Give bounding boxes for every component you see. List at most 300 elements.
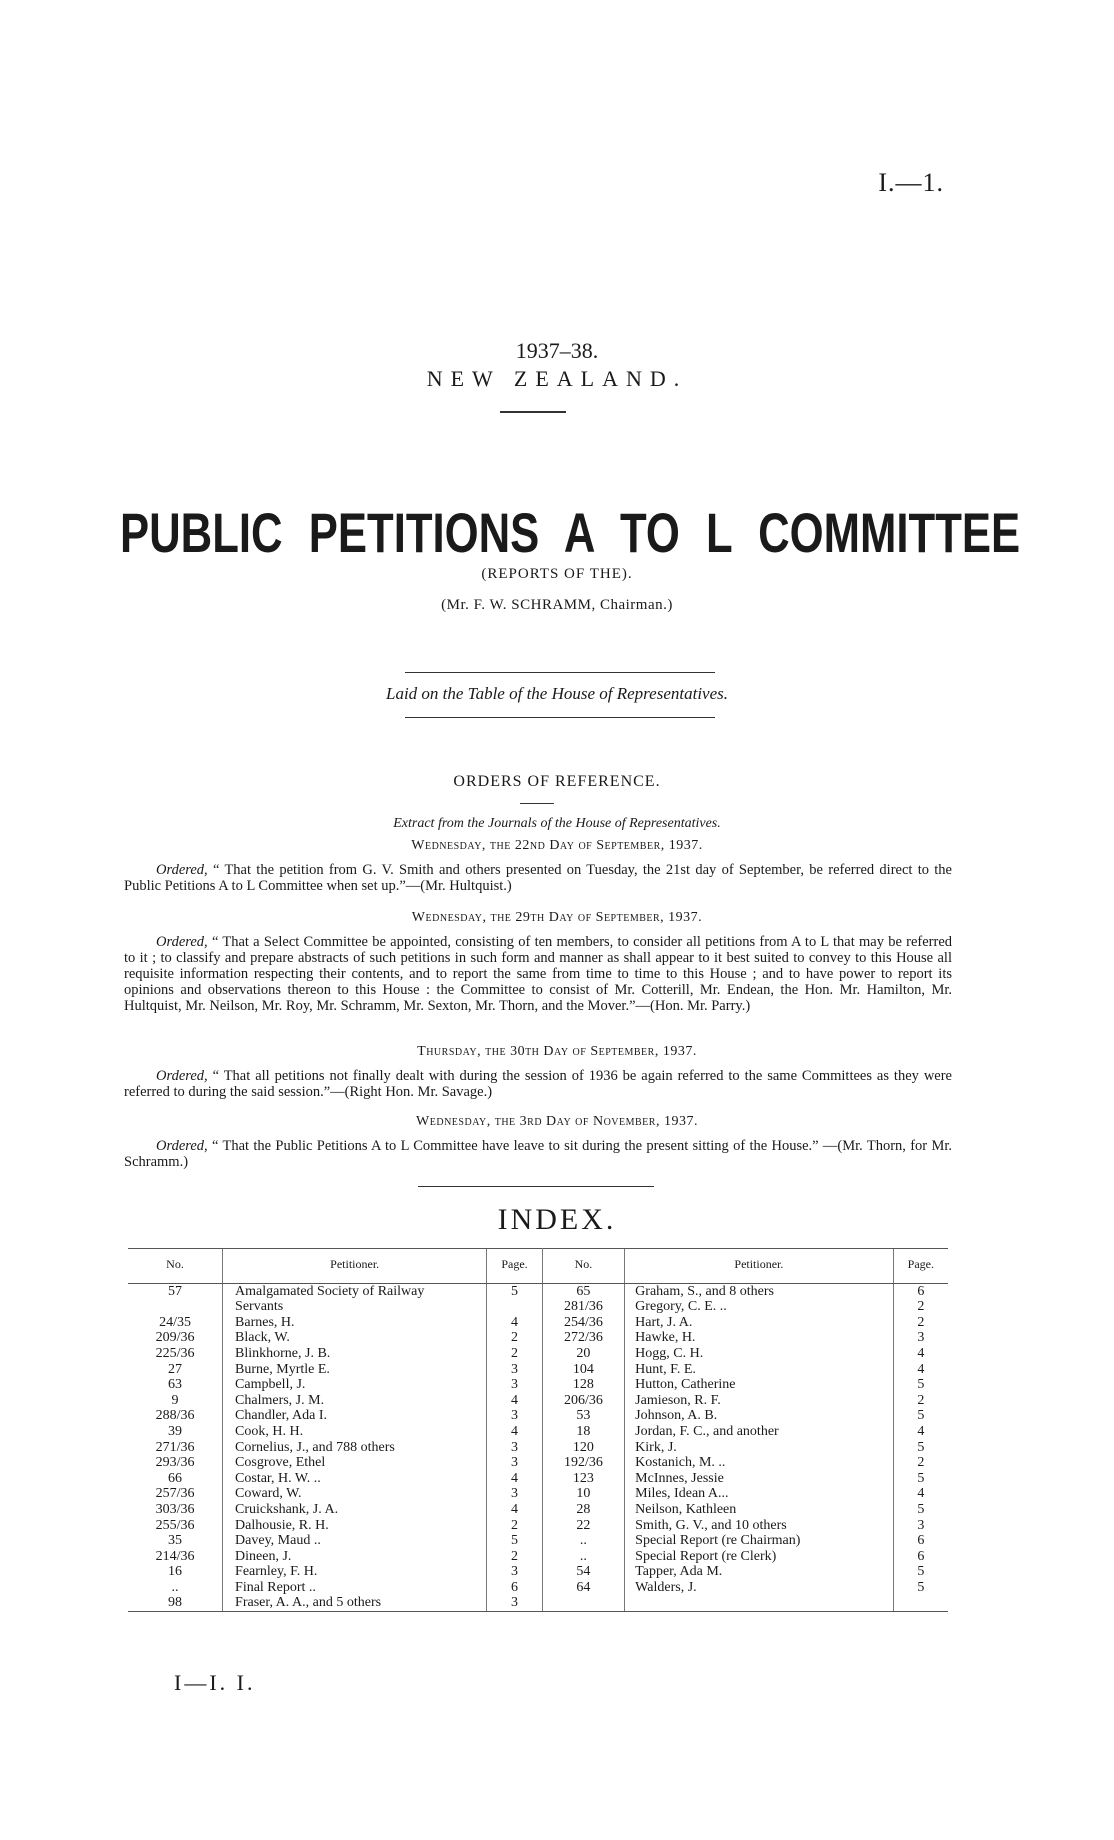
petitioner-cell [223, 1502, 487, 1518]
page-cell [487, 1330, 542, 1346]
page-cell-text: 5 [917, 1564, 925, 1580]
petitioner-cell [223, 1315, 487, 1331]
petitioner-cell [625, 1362, 893, 1378]
number-cell-text: 293/36 [155, 1455, 195, 1471]
page-cell [893, 1393, 948, 1409]
page-cell [487, 1408, 542, 1424]
page-cell-text: 4 [917, 1361, 925, 1377]
page-cell [487, 1502, 542, 1518]
index-table [128, 1248, 948, 1612]
petitioner-cell-text: Fearnley, F. H. [235, 1564, 318, 1580]
column-header: Page. [893, 1249, 948, 1284]
page-cell [487, 1315, 542, 1331]
number-cell [542, 1471, 625, 1487]
page-cell [487, 1283, 542, 1299]
divider [520, 803, 554, 804]
page-cell [893, 1502, 948, 1518]
column-header: Page. [487, 1249, 542, 1284]
index-body [128, 1283, 948, 1611]
page-cell [893, 1595, 948, 1611]
page-cell-text: 3 [510, 1439, 518, 1455]
index-header-row [128, 1249, 948, 1284]
page-cell-text: 5 [510, 1283, 518, 1299]
petitioner-cell [625, 1315, 893, 1331]
petitioner-cell-text: Johnson, A. B. [635, 1408, 718, 1424]
index-row [128, 1393, 948, 1409]
number-cell-text: 225/36 [155, 1345, 195, 1361]
page-cell [893, 1283, 948, 1299]
petitioner-cell-text: Black, W. [235, 1330, 290, 1346]
petitioner-cell [625, 1424, 893, 1440]
number-cell [128, 1502, 223, 1518]
page-cell-text: 4 [917, 1345, 925, 1361]
number-cell [542, 1549, 625, 1565]
petitioner-cell-text: Burne, Myrtle E. [235, 1361, 330, 1377]
number-cell [128, 1377, 223, 1393]
petitioner-cell-text: Fraser, A. A., and 5 others [235, 1595, 382, 1611]
number-cell-text: 27 [168, 1361, 183, 1377]
number-cell [128, 1315, 223, 1331]
petitioner-cell-text: Dineen, J. [235, 1548, 292, 1564]
petitioner-cell-text: Coward, W. [235, 1486, 302, 1502]
page-cell-text: 5 [917, 1579, 925, 1595]
number-cell [542, 1424, 625, 1440]
page-cell [893, 1471, 948, 1487]
number-cell-text: 257/36 [155, 1486, 195, 1502]
number-cell [542, 1283, 625, 1299]
divider [418, 1186, 654, 1187]
petitioner-cell [625, 1377, 893, 1393]
petitioner-cell [223, 1346, 487, 1362]
divider [500, 411, 566, 413]
index-row [128, 1283, 948, 1299]
petitioner-cell-text: Jordan, F. C., and another [635, 1423, 779, 1439]
column-header: Petitioner. [625, 1249, 893, 1284]
petitioner-cell [223, 1580, 487, 1596]
divider [405, 672, 715, 673]
petitioner-cell [223, 1564, 487, 1580]
column-header: No. [128, 1249, 223, 1284]
petitioner-cell-text: Cosgrove, Ethel [235, 1455, 326, 1471]
page-cell-text: 2 [510, 1517, 518, 1533]
number-cell [542, 1330, 625, 1346]
page-cell [893, 1580, 948, 1596]
number-cell [542, 1346, 625, 1362]
number-cell [128, 1440, 223, 1456]
number-cell-text: 303/36 [155, 1501, 195, 1517]
number-cell-text: 120 [572, 1439, 594, 1455]
petitioner-cell-text: Cruickshank, J. A. [235, 1501, 339, 1517]
petitioner-cell-text: Miles, Idean A... [635, 1486, 729, 1502]
index-row [128, 1346, 948, 1362]
index-row [128, 1486, 948, 1502]
number-cell [128, 1283, 223, 1299]
number-cell [542, 1580, 625, 1596]
page-cell [487, 1518, 542, 1534]
number-cell-text: 98 [168, 1595, 183, 1611]
index-row [128, 1518, 948, 1534]
ordered-label: Ordered, [156, 1068, 208, 1084]
page-cell [487, 1471, 542, 1487]
number-cell [542, 1455, 625, 1471]
page-cell [893, 1346, 948, 1362]
page-cell [487, 1362, 542, 1378]
petitioner-cell [223, 1549, 487, 1565]
number-cell-text: 10 [576, 1486, 591, 1502]
page-cell-text: 2 [510, 1345, 518, 1361]
index-row [128, 1471, 948, 1487]
page-cell-text: 5 [917, 1408, 925, 1424]
index-row [128, 1549, 948, 1565]
number-cell [542, 1393, 625, 1409]
number-cell-text: 24/35 [159, 1314, 191, 1330]
petitioner-cell-text: Servants [235, 1299, 284, 1315]
petitioner-cell [625, 1283, 893, 1299]
number-cell-text: 271/36 [155, 1439, 195, 1455]
page-cell [487, 1533, 542, 1549]
number-cell [542, 1595, 625, 1611]
order-date: Wednesday, the 22nd Day of September, 1937. [411, 838, 703, 853]
number-cell [128, 1455, 223, 1471]
page-cell-text: 5 [917, 1470, 925, 1486]
page-cell-text: 4 [917, 1423, 925, 1439]
petitioner-cell [625, 1486, 893, 1502]
page-cell [893, 1440, 948, 1456]
page-cell-text: 5 [917, 1501, 925, 1517]
page-cell [893, 1486, 948, 1502]
petitioner-cell [625, 1299, 893, 1315]
page-cell-text: 3 [510, 1486, 518, 1502]
number-cell [542, 1315, 625, 1331]
index-row [128, 1533, 948, 1549]
number-cell [128, 1346, 223, 1362]
page-cell [893, 1549, 948, 1565]
order-date: Wednesday, the 29th Day of September, 1937. [411, 910, 703, 925]
number-cell-text: 16 [168, 1564, 183, 1580]
page-cell [893, 1299, 948, 1315]
column-header: No. [542, 1249, 625, 1284]
petitioner-cell-text: Smith, G. V., and 10 others [635, 1517, 787, 1533]
petitioner-cell [223, 1518, 487, 1534]
number-cell-text: 22 [576, 1517, 591, 1533]
petitioner-cell-text: Tapper, Ada M. [635, 1564, 723, 1580]
petitioner-cell-text: Campbell, J. [235, 1377, 306, 1393]
petitioner-cell [625, 1580, 893, 1596]
page-cell [893, 1377, 948, 1393]
petitioner-cell-text: McInnes, Jessie [635, 1470, 724, 1486]
number-cell-text: 272/36 [563, 1330, 603, 1346]
number-cell-text: 54 [576, 1564, 591, 1580]
petitioner-cell [625, 1518, 893, 1534]
number-cell [128, 1424, 223, 1440]
petitioner-cell [625, 1471, 893, 1487]
page-cell-text: 6 [510, 1579, 518, 1595]
signature-mark: I—I. I. [174, 1670, 256, 1695]
orders-heading: ORDERS OF REFERENCE. [453, 773, 661, 790]
number-cell [128, 1518, 223, 1534]
page-cell [893, 1330, 948, 1346]
number-cell [128, 1549, 223, 1565]
petitioner-cell [625, 1564, 893, 1580]
page-cell-text: 4 [510, 1501, 518, 1517]
page-cell-text: 4 [917, 1486, 925, 1502]
page-cell-text: 2 [917, 1314, 925, 1330]
page-cell-text: 6 [917, 1283, 925, 1299]
page-cell [893, 1518, 948, 1534]
chairman-line: (Mr. F. W. SCHRAMM, Chairman.) [441, 597, 673, 613]
laid-on-table: Laid on the Table of the House of Representatives. [385, 684, 728, 703]
petitioner-cell-text: Hunt, F. E. [635, 1361, 696, 1377]
page-cell-text: 3 [510, 1455, 518, 1471]
number-cell-text: .. [171, 1579, 179, 1595]
petitioner-cell [625, 1549, 893, 1565]
page-cell [487, 1440, 542, 1456]
page-cell [893, 1455, 948, 1471]
petitioner-cell [223, 1377, 487, 1393]
page-cell-text: 2 [917, 1455, 925, 1471]
index-row [128, 1595, 948, 1611]
order-paragraph [124, 1138, 952, 1170]
number-cell-text: 65 [576, 1283, 591, 1299]
petitioner-cell-text: Barnes, H. [235, 1314, 295, 1330]
number-cell [542, 1486, 625, 1502]
index-row [128, 1440, 948, 1456]
petitioner-cell-text: Chalmers, J. M. [235, 1392, 325, 1408]
petitioner-cell [223, 1455, 487, 1471]
number-cell-text: 123 [572, 1470, 594, 1486]
order-text: “ That the petition from G. V. Smith and others presented on Tuesday, the 21st day of September, be referred direct to the Public Petitions A to L Committee when set up.”—(Mr. Hultquist.) [124, 862, 952, 894]
petitioner-cell-text: Gregory, C. E. .. [635, 1299, 727, 1315]
number-cell-text: 104 [572, 1361, 594, 1377]
petitioner-cell-text: Walders, J. [635, 1579, 697, 1595]
petitioner-cell [223, 1471, 487, 1487]
page-cell [487, 1549, 542, 1565]
page-cell [487, 1595, 542, 1611]
order-paragraph [124, 934, 952, 1014]
divider [405, 717, 715, 718]
petitioner-cell [223, 1408, 487, 1424]
page-cell [487, 1299, 542, 1315]
petitioner-cell-text: Hutton, Catherine [635, 1377, 736, 1393]
number-cell-text: 18 [576, 1423, 591, 1439]
index-heading: INDEX. [497, 1203, 617, 1236]
number-cell [128, 1330, 223, 1346]
number-cell-text: 288/36 [155, 1408, 195, 1424]
number-cell-text: 63 [168, 1377, 183, 1393]
number-cell-text: 35 [168, 1533, 183, 1549]
page-cell-text: 4 [510, 1392, 518, 1408]
number-cell-text: 28 [576, 1501, 591, 1517]
number-cell-text: 214/36 [155, 1548, 195, 1564]
number-cell-text: 255/36 [155, 1517, 195, 1533]
page-cell [893, 1424, 948, 1440]
number-cell [128, 1595, 223, 1611]
session-year: 1937–38. [515, 338, 599, 363]
index-row [128, 1455, 948, 1471]
index-row [128, 1377, 948, 1393]
number-cell-text: 39 [168, 1423, 183, 1439]
number-cell-text: 64 [576, 1579, 591, 1595]
page-cell-text: 2 [510, 1330, 518, 1346]
order-text: “ That a Select Committee be appointed, consisting of ten members, to consider all petitions from A to L that may be referred to it ; to classify and prepare abstracts of such petitions in such form and manner as shall appear to it best suited to convey to this House all requisite information respecting their contents, and to report the same from time to time to this House ; and to have power to report its opinions and observations thereon to this House : the Committee to consist of Mr. Cotterill, Mr. Endean, the Hon. Mr. Hamilton, Mr. Hultquist, Mr. Neilson, Mr. Roy, Mr. Schramm, Mr. Sexton, Mr. Thorn, and the Mover.”—(Hon. Mr. Parry.) [124, 934, 952, 1014]
page-cell-text: 6 [917, 1533, 925, 1549]
petitioner-cell [625, 1393, 893, 1409]
petitioner-cell [625, 1330, 893, 1346]
petitioner-cell [625, 1408, 893, 1424]
page-cell-text: 3 [510, 1408, 518, 1424]
page-cell-text: 2 [917, 1299, 925, 1315]
petitioner-cell-text: Cornelius, J., and 788 others [235, 1439, 395, 1455]
order-paragraph [124, 1068, 952, 1100]
petitioner-cell-text: Graham, S., and 8 others [635, 1283, 774, 1299]
petitioner-cell-text: Kostanich, M. .. [635, 1455, 726, 1471]
number-cell [128, 1299, 223, 1315]
number-cell [128, 1362, 223, 1378]
petitioner-cell-text: Hart, J. A. [635, 1314, 693, 1330]
petitioner-cell [223, 1440, 487, 1456]
document-title: PUBLIC PETITIONS A TO L COMMITTEE [120, 501, 1021, 564]
index-row [128, 1299, 948, 1315]
petitioner-cell [223, 1362, 487, 1378]
petitioner-cell [223, 1283, 487, 1299]
ordered-label: Ordered, [156, 862, 208, 878]
page-cell-text: 3 [510, 1361, 518, 1377]
petitioner-cell-text: Amalgamated Society of Railway [235, 1283, 425, 1299]
number-cell [542, 1408, 625, 1424]
index-row [128, 1315, 948, 1331]
document-subtitle: (REPORTS OF THE). [481, 566, 633, 582]
petitioner-cell [223, 1595, 487, 1611]
column-header: Petitioner. [223, 1249, 487, 1284]
number-cell-text: 66 [168, 1470, 183, 1486]
petitioner-cell-text: Kirk, J. [635, 1439, 677, 1455]
number-cell [542, 1362, 625, 1378]
petitioner-cell-text: Special Report (re Chairman) [635, 1533, 801, 1549]
petitioner-cell [223, 1486, 487, 1502]
petitioner-cell-text: Jamieson, R. F. [635, 1392, 721, 1408]
page-cell [487, 1393, 542, 1409]
number-cell-text: 209/36 [155, 1330, 195, 1346]
index-row [128, 1564, 948, 1580]
page-cell [487, 1564, 542, 1580]
index-row [128, 1362, 948, 1378]
petitioner-cell [223, 1299, 487, 1315]
petitioner-cell-text: Cook, H. H. [235, 1423, 304, 1439]
order-date: Wednesday, the 3rd Day of November, 1937. [416, 1114, 698, 1129]
number-cell-text: 20 [576, 1345, 591, 1361]
extract-line: Extract from the Journals of the House of Representatives. [393, 816, 721, 831]
petitioner-cell [223, 1424, 487, 1440]
page-cell [893, 1362, 948, 1378]
page-cell-text: 3 [917, 1330, 925, 1346]
petitioner-cell-text: Final Report .. [235, 1579, 316, 1595]
page-cell [893, 1408, 948, 1424]
index-row [128, 1408, 948, 1424]
order-text: “ That all petitions not finally dealt with during the session of 1936 be again referred to the same Committees as they were referred to during the said session.”—(Right Hon. Mr. Savage.) [124, 1068, 952, 1100]
number-cell [542, 1518, 625, 1534]
number-cell [128, 1533, 223, 1549]
page-cell [487, 1486, 542, 1502]
number-cell [128, 1580, 223, 1596]
index-row [128, 1330, 948, 1346]
index-row [128, 1502, 948, 1518]
petitioner-cell [625, 1595, 893, 1611]
number-cell-text: 192/36 [563, 1455, 603, 1471]
petitioner-cell-text: Hawke, H. [635, 1330, 696, 1346]
page-cell-text: 5 [510, 1533, 518, 1549]
number-cell [128, 1471, 223, 1487]
number-cell-text: 57 [168, 1283, 183, 1299]
page-cell [487, 1580, 542, 1596]
page-cell [893, 1533, 948, 1549]
page-cell-text: 2 [510, 1548, 518, 1564]
number-cell [542, 1299, 625, 1315]
petitioner-cell [625, 1533, 893, 1549]
page-cell-text: 4 [510, 1470, 518, 1486]
petitioner-cell-text: Davey, Maud .. [235, 1533, 321, 1549]
page-cell [893, 1564, 948, 1580]
document-code: I.—1. [878, 168, 944, 197]
number-cell [128, 1393, 223, 1409]
petitioner-cell-text: Hogg, C. H. [635, 1345, 704, 1361]
number-cell-text: 206/36 [563, 1392, 603, 1408]
page-cell-text: 2 [917, 1392, 925, 1408]
page-cell [487, 1424, 542, 1440]
page-cell [893, 1315, 948, 1331]
number-cell [542, 1377, 625, 1393]
page-cell-text: 3 [510, 1595, 518, 1611]
order-text: “ That the Public Petitions A to L Committee have leave to sit during the present sitting of the House.” —(Mr. Thorn, for Mr. Schramm.) [124, 1138, 952, 1170]
petitioner-cell-text: Neilson, Kathleen [635, 1501, 737, 1517]
petitioner-cell-text: Special Report (re Clerk) [635, 1548, 777, 1564]
page-cell [487, 1377, 542, 1393]
page-cell-text: 3 [510, 1377, 518, 1393]
petitioner-cell-text: Chandler, Ada I. [235, 1408, 328, 1424]
page-cell-text: 5 [917, 1377, 925, 1393]
country-name: NEW ZEALAND. [426, 366, 688, 391]
page-cell-text: 4 [510, 1314, 518, 1330]
number-cell-text: 53 [576, 1408, 591, 1424]
number-cell-text: .. [579, 1533, 587, 1549]
index-row [128, 1424, 948, 1440]
number-cell [542, 1533, 625, 1549]
petitioner-cell [625, 1502, 893, 1518]
petitioner-cell [223, 1393, 487, 1409]
number-cell-text: 9 [171, 1392, 179, 1408]
petitioner-cell [625, 1346, 893, 1362]
ordered-label: Ordered, [156, 1138, 208, 1154]
page-cell [487, 1346, 542, 1362]
page-cell-text: 5 [917, 1439, 925, 1455]
petitioner-cell [625, 1440, 893, 1456]
petitioner-cell-text: Costar, H. W. .. [235, 1470, 321, 1486]
number-cell [128, 1486, 223, 1502]
number-cell [128, 1408, 223, 1424]
number-cell [542, 1440, 625, 1456]
page-cell-text: 3 [917, 1517, 925, 1533]
order-date: Thursday, the 30th Day of September, 1937. [417, 1044, 697, 1059]
order-paragraph [124, 862, 952, 894]
number-cell [542, 1564, 625, 1580]
petitioner-cell-text: Dalhousie, R. H. [235, 1517, 329, 1533]
petitioner-cell [223, 1533, 487, 1549]
number-cell [542, 1502, 625, 1518]
petitioner-cell [625, 1455, 893, 1471]
page-cell-text: 6 [917, 1548, 925, 1564]
page-cell [487, 1455, 542, 1471]
number-cell-text: 281/36 [563, 1299, 603, 1315]
number-cell-text: 254/36 [563, 1314, 603, 1330]
